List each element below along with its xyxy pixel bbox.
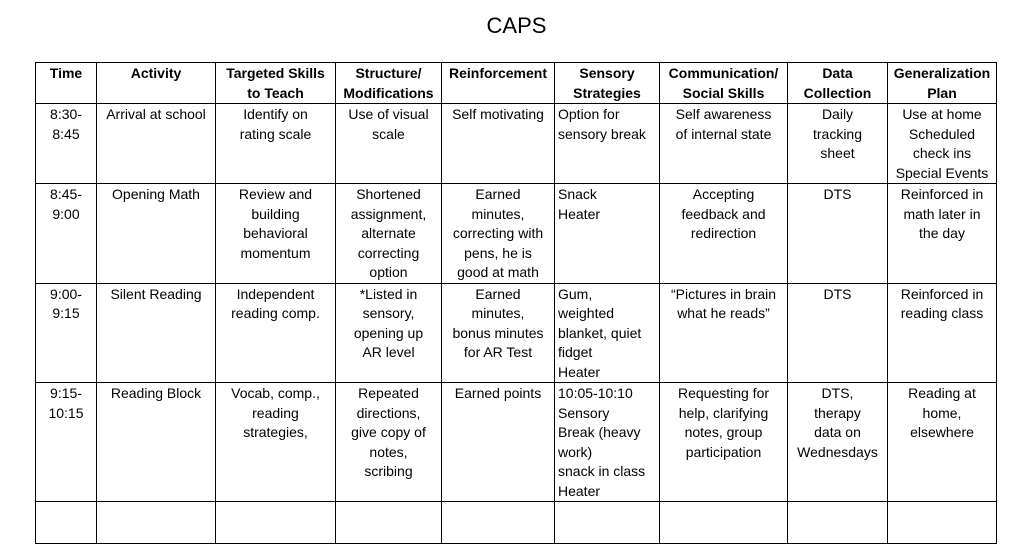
- table-cell: [888, 502, 997, 544]
- table-row: [36, 104, 997, 184]
- table-cell: Self awareness of internal state: [660, 104, 788, 184]
- header-sensory-strategies: Sensory Strategies: [555, 63, 660, 104]
- table-cell: Use of visual scale: [336, 104, 442, 184]
- table-cell: Requesting for help, clarifying notes, group participation: [660, 383, 788, 502]
- table-cell: Self motivating: [442, 104, 555, 184]
- header-row: [36, 63, 997, 104]
- table-row: [36, 283, 997, 383]
- table-cell: Vocab, comp., reading strategies,: [216, 383, 336, 502]
- table-cell: DTS: [788, 184, 888, 284]
- table-cell: [336, 502, 442, 544]
- table-cell: Gum, weighted blanket, quiet fidget Heater: [555, 283, 660, 383]
- header-reinforcement: Reinforcement: [442, 63, 555, 104]
- table-cell: Review and building behavioral momentum: [216, 184, 336, 284]
- table-cell: *Listed in sensory, opening up AR level: [336, 283, 442, 383]
- table-cell: Silent Reading: [97, 283, 216, 383]
- header-activity: Activity: [97, 63, 216, 104]
- table-cell: Earned minutes, bonus minutes for AR Test: [442, 283, 555, 383]
- table-cell: [97, 502, 216, 544]
- table-row: [36, 502, 997, 544]
- table-cell: 8:30- 8:45: [36, 104, 97, 184]
- table-cell: Shortened assignment, alternate correcting option: [336, 184, 442, 284]
- header-structure-modifications: Structure/ Modifications: [336, 63, 442, 104]
- table-cell: [442, 502, 555, 544]
- table-cell: Option for sensory break: [555, 104, 660, 184]
- table-cell: 8:45- 9:00: [36, 184, 97, 284]
- table-cell: 9:15- 10:15: [36, 383, 97, 502]
- document-title: CAPS: [486, 13, 547, 38]
- table-cell: Reading at home, elsewhere: [888, 383, 997, 502]
- table-cell: 10:05-10:10 Sensory Break (heavy work) snack in class Heater: [555, 383, 660, 502]
- table-cell: Reinforced in reading class: [888, 283, 997, 383]
- table-cell: Use at home Scheduled check ins Special Events: [888, 104, 997, 184]
- table-cell: Identify on rating scale: [216, 104, 336, 184]
- table-cell: DTS, therapy data on Wednesdays: [788, 383, 888, 502]
- table-cell: Accepting feedback and redirection: [660, 184, 788, 284]
- table-cell: [555, 502, 660, 544]
- caps-table: [35, 62, 997, 544]
- table-row: [36, 184, 997, 284]
- table-cell: Reading Block: [97, 383, 216, 502]
- table-cell: Independent reading comp.: [216, 283, 336, 383]
- header-targeted-skills: Targeted Skills to Teach: [216, 63, 336, 104]
- header-data-collection: Data Collection: [788, 63, 888, 104]
- table-cell: Reinforced in math later in the day: [888, 184, 997, 284]
- header-communication-social: Communication/ Social Skills: [660, 63, 788, 104]
- table-cell: Arrival at school: [97, 104, 216, 184]
- table-cell: Earned points: [442, 383, 555, 502]
- table-cell: [36, 502, 97, 544]
- table-cell: [660, 502, 788, 544]
- table-cell: Snack Heater: [555, 184, 660, 284]
- table-cell: [216, 502, 336, 544]
- table-cell: “Pictures in brain what he reads”: [660, 283, 788, 383]
- table-cell: DTS: [788, 283, 888, 383]
- header-generalization-plan: Generalization Plan: [888, 63, 997, 104]
- table-cell: Earned minutes, correcting with pens, he is good at math: [442, 184, 555, 284]
- table-cell: Opening Math: [97, 184, 216, 284]
- table-cell: 9:00- 9:15: [36, 283, 97, 383]
- table-cell: Daily tracking sheet: [788, 104, 888, 184]
- table-cell: [788, 502, 888, 544]
- table-row: [36, 383, 997, 502]
- table-cell: Repeated directions, give copy of notes, scribing: [336, 383, 442, 502]
- header-time: Time: [36, 63, 97, 104]
